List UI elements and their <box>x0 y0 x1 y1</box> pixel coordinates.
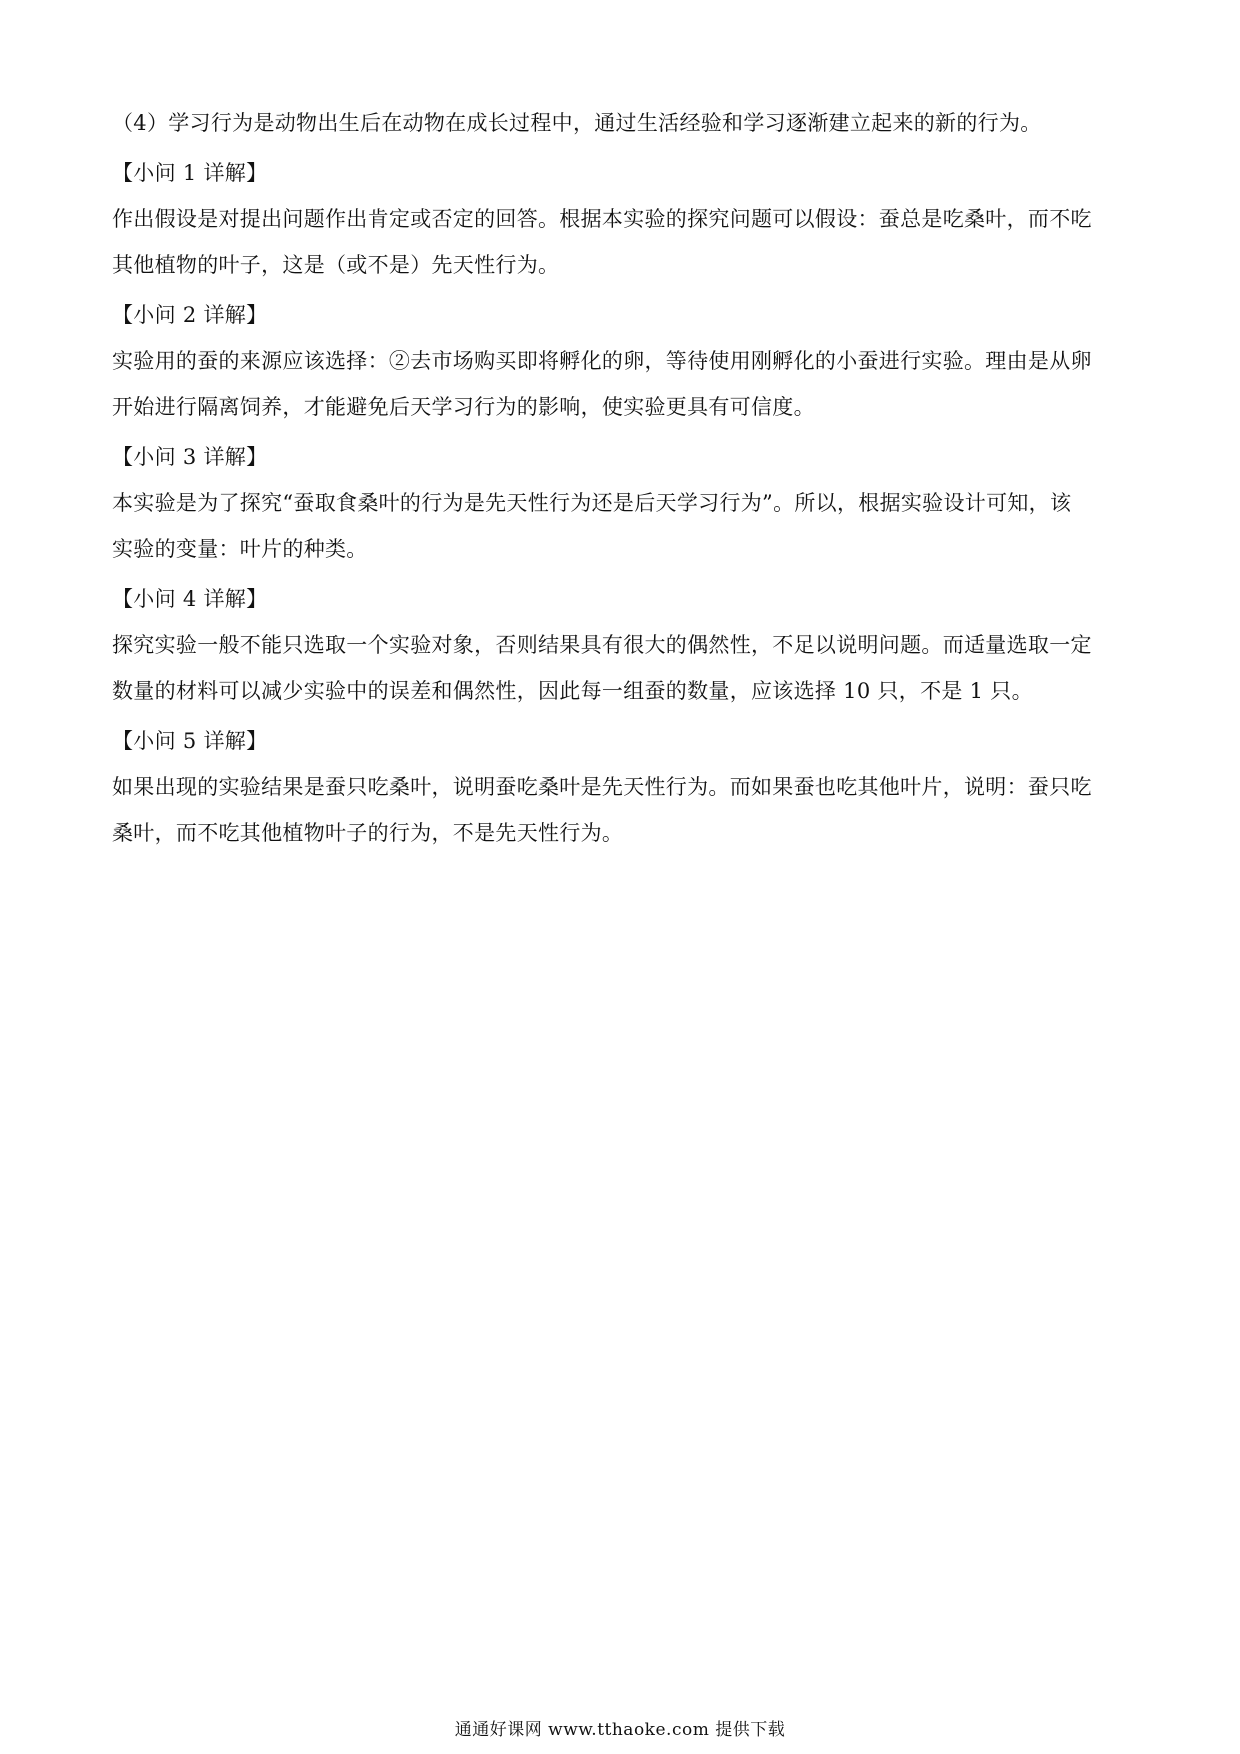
document-body <box>112 100 1128 856</box>
section-heading: 【小问 3 详解】 <box>112 445 268 469</box>
section-heading: 【小问 5 详解】 <box>112 729 268 753</box>
section-text-line: 如果出现的实验结果是蚕只吃桑叶，说明蚕吃桑叶是先天性行为。而如果蚕也吃其他叶片，说明：蚕只吃 <box>112 775 1092 799</box>
section-text-line: 实验用的蚕的来源应该选择：②去市场购买即将孵化的卵，等待使用刚孵化的小蚕进行实验。理由是从卵 <box>112 349 1092 373</box>
section-text-line: 作出假设是对提出问题作出肯定或否定的回答。根据本实验的探究问题可以假设：蚕总是吃桑叶，而不吃 <box>112 207 1092 231</box>
section-text-line: 开始进行隔离饲养，才能避免后天学习行为的影响，使实验更具有可信度。 <box>112 395 815 419</box>
section-text-line: 实验的变量：叶片的种类。 <box>112 537 368 561</box>
section-text-line: 其他植物的叶子，这是（或不是）先天性行为。 <box>112 253 560 277</box>
section-4 <box>112 576 1128 714</box>
section-text-line: 探究实验一般不能只选取一个实验对象，否则结果具有很大的偶然性，不足以说明问题。而适量选取一定 <box>112 633 1092 657</box>
section-text-line: 本实验是为了探究“蚕取食桑叶的行为是先天性行为还是后天学习行为”。所以，根据实验设计可知，该 <box>112 491 1072 515</box>
section-3 <box>112 434 1128 572</box>
section-1 <box>112 150 1128 288</box>
section-text-line: 桑叶，而不吃其他植物叶子的行为，不是先天性行为。 <box>112 821 624 845</box>
section-heading: 【小问 2 详解】 <box>112 303 268 327</box>
intro-line: （4）学习行为是动物出生后在动物在成长过程中，通过生活经验和学习逐渐建立起来的新的行为。 <box>112 111 1042 135</box>
section-text-line: 数量的材料可以减少实验中的误差和偶然性，因此每一组蚕的数量，应该选择 10 只，不是 1 只。 <box>112 679 1033 703</box>
section-heading: 【小问 1 详解】 <box>112 161 268 185</box>
section-heading: 【小问 4 详解】 <box>112 587 268 611</box>
section-5 <box>112 718 1128 856</box>
section-2 <box>112 292 1128 430</box>
page-footer: 通通好课网 www.tthaoke.com 提供下载 <box>454 1720 786 1740</box>
